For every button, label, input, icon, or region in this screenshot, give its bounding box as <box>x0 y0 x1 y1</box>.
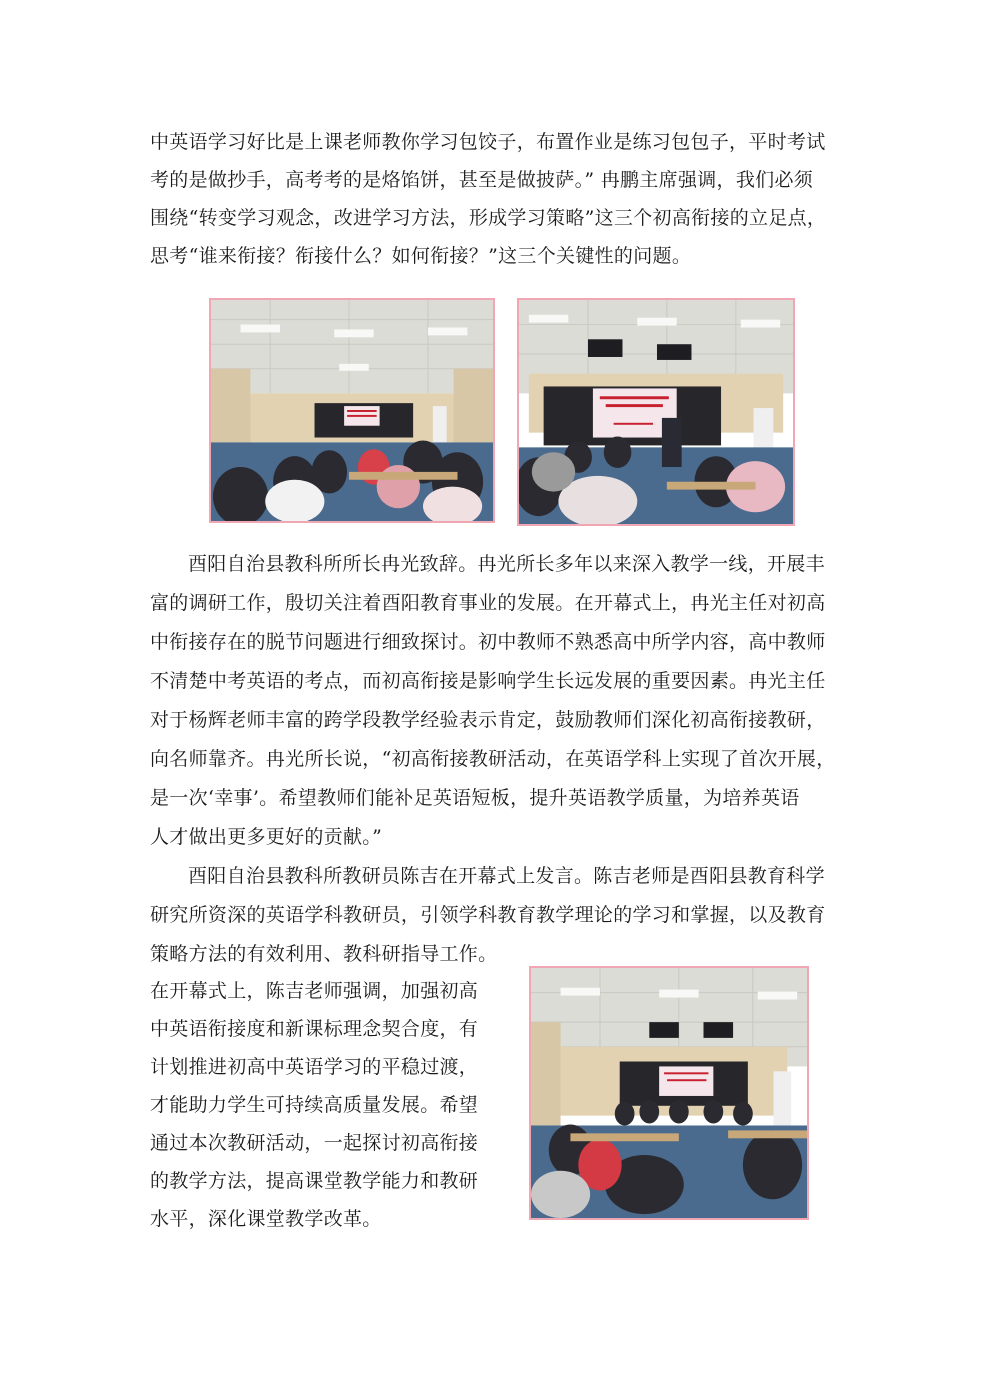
chenji-line-5: 中英语衔接度和新课标理念契合度，有 <box>150 1018 479 1040</box>
intro-line-4: 思考“谁来衔接？衔接什么？如何衔接？”这三个关键性的问题。 <box>150 245 692 267</box>
chenji-line-7: 才能助力学生可持续高质量发展。希望 <box>150 1094 479 1116</box>
chenji-line-8: 通过本次教研活动，一起探讨初高衔接 <box>150 1132 479 1154</box>
ranguang-line-4: 不清楚中考英语的考点，而初高衔接是影响学生长远发展的重要因素。冉光主任 <box>150 670 826 692</box>
ranguang-line-7: 是一次‘幸事’。希望教师们能补足英语短板，提升英语教学质量，为培养英语 <box>150 787 800 809</box>
intro-line-1: 中英语学习好比是上课老师教你学习包饺子，布置作业是练习包包子，平时考试 <box>150 131 826 153</box>
ranguang-line-2: 富的调研工作，殷切关注着酉阳教育事业的发展。在开幕式上，冉光主任对初高 <box>150 592 826 614</box>
classroom-photo-1 <box>209 298 495 523</box>
ranguang-line-5: 对于杨辉老师丰富的跨学段教学经验表示肯定，鼓励教师们深化初高衔接教研， <box>150 709 826 731</box>
intro-line-2: 考的是做抄手，高考考的是烙馅饼，甚至是做披萨。” 冉鹏主席强调，我们必须 <box>150 169 814 191</box>
chenji-line-3: 策略方法的有效利用、教科研指导工作。 <box>150 943 498 965</box>
chenji-line-4: 在开幕式上，陈吉老师强调，加强初高 <box>150 980 479 1002</box>
chenji-line-9: 的教学方法，提高课堂教学能力和教研 <box>150 1170 479 1192</box>
ranguang-line-8: 人才做出更多更好的贡献。” <box>150 826 383 848</box>
chenji-line-1: 酉阳自治县教科所教研员陈吉在开幕式上发言。陈吉老师是酉阳县教育科学 <box>188 865 825 887</box>
ranguang-line-1: 酉阳自治县教科所所长冉光致辞。冉光所长多年以来深入教学一线，开展丰 <box>188 553 825 575</box>
chenji-line-6: 计划推进初高中英语学习的平稳过渡， <box>150 1056 479 1078</box>
chenji-line-2: 研究所资深的英语学科教研员，引领学科教育教学理论的学习和掌握，以及教育 <box>150 904 826 926</box>
ranguang-line-6: 向名师靠齐。冉光所长说，“初高衔接教研活动，在英语学科上实现了首次开展， <box>150 748 836 770</box>
ranguang-line-3: 中衔接存在的脱节问题进行细致探讨。初中教师不熟悉高中所学内容，高中教师 <box>150 631 826 653</box>
intro-line-3: 围绕“转变学习观念，改进学习方法，形成学习策略”这三个初高衔接的立足点， <box>150 207 827 229</box>
classroom-photo-3 <box>529 966 809 1220</box>
classroom-photo-2 <box>517 298 795 526</box>
chenji-line-10: 水平，深化课堂教学改革。 <box>150 1208 382 1230</box>
